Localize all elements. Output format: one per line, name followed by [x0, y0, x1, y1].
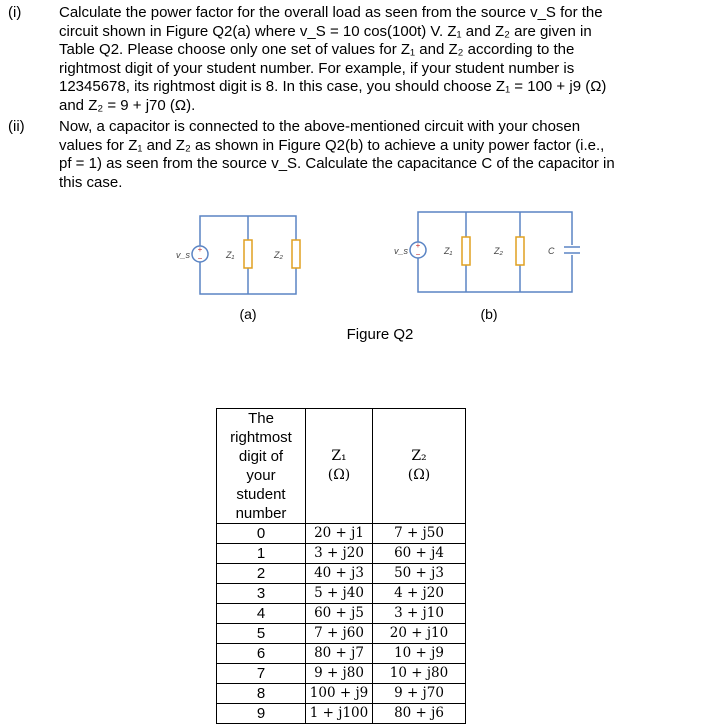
row-z2: 3 + j10 [373, 604, 466, 624]
circuit-a-source [192, 245, 208, 263]
circuit-b-cap-label: C [548, 246, 555, 256]
row-z1: 80 + j7 [306, 644, 373, 664]
header-z2-unit: (Ω) [407, 467, 431, 483]
question-number-i: (i) [8, 4, 22, 21]
circuit-b-source-label: v_s [394, 246, 409, 256]
header-digit-line: digit of [238, 448, 284, 465]
circuit-b-z2-resistor [516, 237, 524, 265]
circuit-a-source-label: v_s [176, 250, 191, 260]
row-digit: 3 [217, 584, 306, 604]
row-digit: 7 [217, 664, 306, 684]
circuit-a-z2-resistor [292, 240, 300, 268]
table-row [217, 624, 466, 644]
row-z1: 5 + j40 [306, 584, 373, 604]
circuit-a-z1-resistor [244, 240, 252, 268]
row-z1: 20 + j1 [306, 524, 373, 544]
row-z2: 20 + j10 [373, 624, 466, 644]
table-row [217, 524, 466, 544]
row-z2: 4 + j20 [373, 584, 466, 604]
row-digit: 8 [217, 684, 306, 704]
row-z1: 40 + j3 [306, 564, 373, 584]
figure-sub-a: (a) [239, 306, 257, 322]
circuit-b-z1-resistor [462, 237, 470, 265]
table-row [217, 684, 466, 704]
row-digit: 6 [217, 644, 306, 664]
row-z1: 7 + j60 [306, 624, 373, 644]
source-minus-label: − [197, 254, 203, 263]
table-row [217, 644, 466, 664]
circuit-b-capacitor [564, 245, 580, 255]
source-plus-label: + [197, 245, 203, 254]
question-i-line-3: Table Q2. Please choose only one set of values for Z₁ and Z₂ according to the [59, 41, 575, 59]
row-digit: 5 [217, 624, 306, 644]
row-z2: 10 + j9 [373, 644, 466, 664]
row-digit: 9 [217, 704, 306, 724]
source-b-plus-label: + [415, 241, 421, 250]
row-z2: 9 + j70 [373, 684, 466, 704]
header-digit [217, 409, 306, 524]
question-ii-line-1: Now, a capacitor is connected to the above-mentioned circuit with your chosen [59, 118, 581, 135]
row-z1: 9 + j80 [306, 664, 373, 684]
question-ii-line-3: pf = 1) as seen from the source v_S. Calculate the capacitance C of the capacitor in [59, 155, 615, 173]
row-z2: 80 + j6 [373, 704, 466, 724]
question-ii-line-2: values for Z₁ and Z₂ as shown in Figure Q2(b) to achieve a unity power factor (i.e., [59, 136, 605, 154]
figure-caption: Figure Q2 [346, 326, 414, 343]
row-digit: 4 [217, 604, 306, 624]
row-z1: 3 + j20 [306, 544, 373, 564]
circuit-b-z1-label: Z₁ [444, 246, 453, 256]
table-row [217, 664, 466, 684]
table-row [217, 704, 466, 724]
figure-sub-b: (b) [480, 306, 498, 322]
header-z1-symbol: Z₁ [331, 448, 347, 464]
header-digit-line: your [246, 467, 276, 484]
row-digit: 1 [217, 544, 306, 564]
table-row [217, 604, 466, 624]
question-number-ii: (ii) [8, 118, 25, 135]
question-i-line-2: circuit shown in Figure Q2(a) where v_S = 10 cos(100t) V. Z₁ and Z₂ are given in [59, 22, 592, 40]
table-row [217, 564, 466, 584]
header-z1 [306, 409, 373, 524]
circuit-b-source [410, 241, 426, 259]
table-row [217, 584, 466, 604]
row-digit: 0 [217, 524, 306, 544]
table-q2 [216, 408, 466, 724]
header-digit-line: rightmost [230, 429, 292, 446]
circuit-b-z2-label: Z₂ [494, 246, 503, 256]
header-z2-symbol: Z₂ [411, 448, 427, 464]
figure-q2 [0, 0, 724, 360]
row-z2: 7 + j50 [373, 524, 466, 544]
table-header-row [217, 409, 466, 524]
header-z2 [373, 409, 466, 524]
row-z2: 50 + j3 [373, 564, 466, 584]
row-z2: 60 + j4 [373, 544, 466, 564]
row-z2: 10 + j80 [373, 664, 466, 684]
row-digit: 2 [217, 564, 306, 584]
table-row [217, 544, 466, 564]
question-ii-line-4: this case. [59, 173, 123, 191]
question-i-line-4: rightmost digit of your student number. For example, if your student number is [59, 59, 575, 77]
header-digit-line: The [248, 410, 274, 427]
header-z1-unit: (Ω) [327, 467, 351, 483]
question-i-line-6: and Z₂ = 9 + j70 (Ω). [59, 96, 196, 114]
header-digit-line: number [235, 505, 287, 522]
row-z1: 100 + j9 [306, 684, 373, 704]
circuit-a-z2-label: Z₂ [274, 250, 283, 260]
question-i-line-5: 12345678, its rightmost digit is 8. In this case, you should choose Z₁ = 100 + j9 (Ω) [59, 78, 607, 96]
header-digit-line: student [236, 486, 286, 503]
row-z1: 1 + j100 [306, 704, 373, 724]
question-i-line-1: Calculate the power factor for the overall load as seen from the source v_S for the [59, 4, 603, 21]
circuit-a-z1-label: Z₁ [226, 250, 235, 260]
source-b-minus-label: − [415, 250, 421, 259]
row-z1: 60 + j5 [306, 604, 373, 624]
